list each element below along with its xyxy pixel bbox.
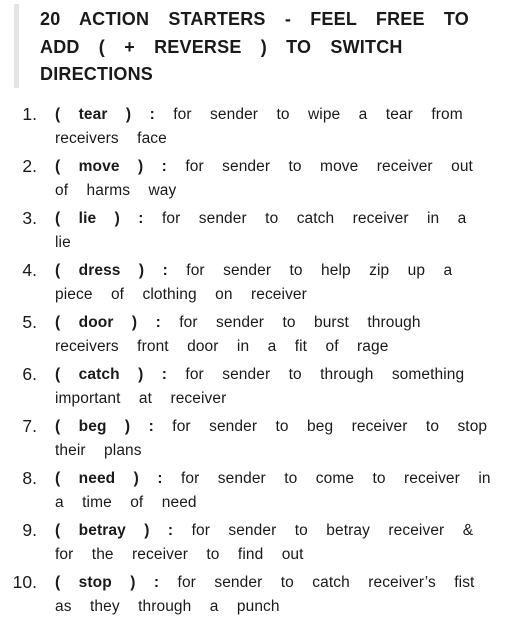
item-description: for sender to wipe a tear from receivers face (55, 106, 463, 147)
item-description: for sender to burst through receivers front door in a fit of rage (55, 314, 421, 355)
item-text (55, 103, 500, 150)
item-number: 2. (22, 156, 37, 176)
item-description: for sender to beg receiver to stop their plans (55, 418, 488, 459)
item-text (55, 519, 500, 566)
list-item (0, 257, 512, 309)
item-keyword: ( beg ) : (55, 418, 154, 435)
item-text (55, 155, 500, 202)
item-text (55, 207, 500, 254)
list-item (0, 517, 512, 569)
item-number: 8. (22, 468, 37, 488)
item-text (55, 467, 500, 514)
item-description: for sender to catch receiver in a lie (55, 210, 467, 251)
list-item (0, 413, 512, 465)
item-description: for sender to catch receiver’s fist as they through a punch (55, 574, 475, 615)
list-item (0, 153, 512, 205)
page-heading: 20 ACTION STARTERS - FEEL FREE TO ADD ( + REVERSE ) TO SWITCH DIRECTIONS (40, 9, 488, 84)
list-item (0, 361, 512, 413)
list-item (0, 205, 512, 257)
item-description: for sender to betray receiver & for the receiver to find out (55, 522, 474, 563)
item-description: for sender to help zip up a piece of clothing on receiver (55, 262, 453, 303)
item-keyword: ( need ) : (55, 470, 163, 487)
list-item (0, 569, 512, 621)
item-number: 6. (22, 364, 37, 384)
blockquote-bar (14, 4, 19, 88)
item-keyword: ( move ) : (55, 158, 167, 175)
item-text (55, 415, 500, 462)
item-keyword: ( tear ) : (55, 106, 155, 123)
item-keyword: ( stop ) : (55, 574, 160, 591)
item-text (55, 259, 500, 306)
item-keyword: ( betray ) : (55, 522, 174, 539)
item-text (55, 311, 500, 358)
item-number: 4. (22, 260, 37, 280)
item-number: 1. (22, 104, 37, 124)
item-text (55, 571, 500, 618)
item-description: for sender to come to receiver in a time of need (55, 470, 491, 511)
list-item (0, 465, 512, 517)
action-starters-list (0, 101, 512, 621)
item-keyword: ( lie ) : (55, 210, 144, 227)
item-keyword: ( door ) : (55, 314, 161, 331)
item-number: 9. (22, 520, 37, 540)
item-text (55, 363, 500, 410)
item-number: 7. (22, 416, 37, 436)
item-number: 10. (12, 572, 37, 592)
list-item (0, 309, 512, 361)
list-item (0, 101, 512, 153)
item-number: 3. (22, 208, 37, 228)
item-number: 5. (22, 312, 37, 332)
item-description: for sender to through something important at receiver (55, 366, 465, 407)
item-keyword: ( dress ) : (55, 262, 168, 279)
item-description: for sender to move receiver out of harms way (55, 158, 473, 199)
item-keyword: ( catch ) : (55, 366, 167, 383)
